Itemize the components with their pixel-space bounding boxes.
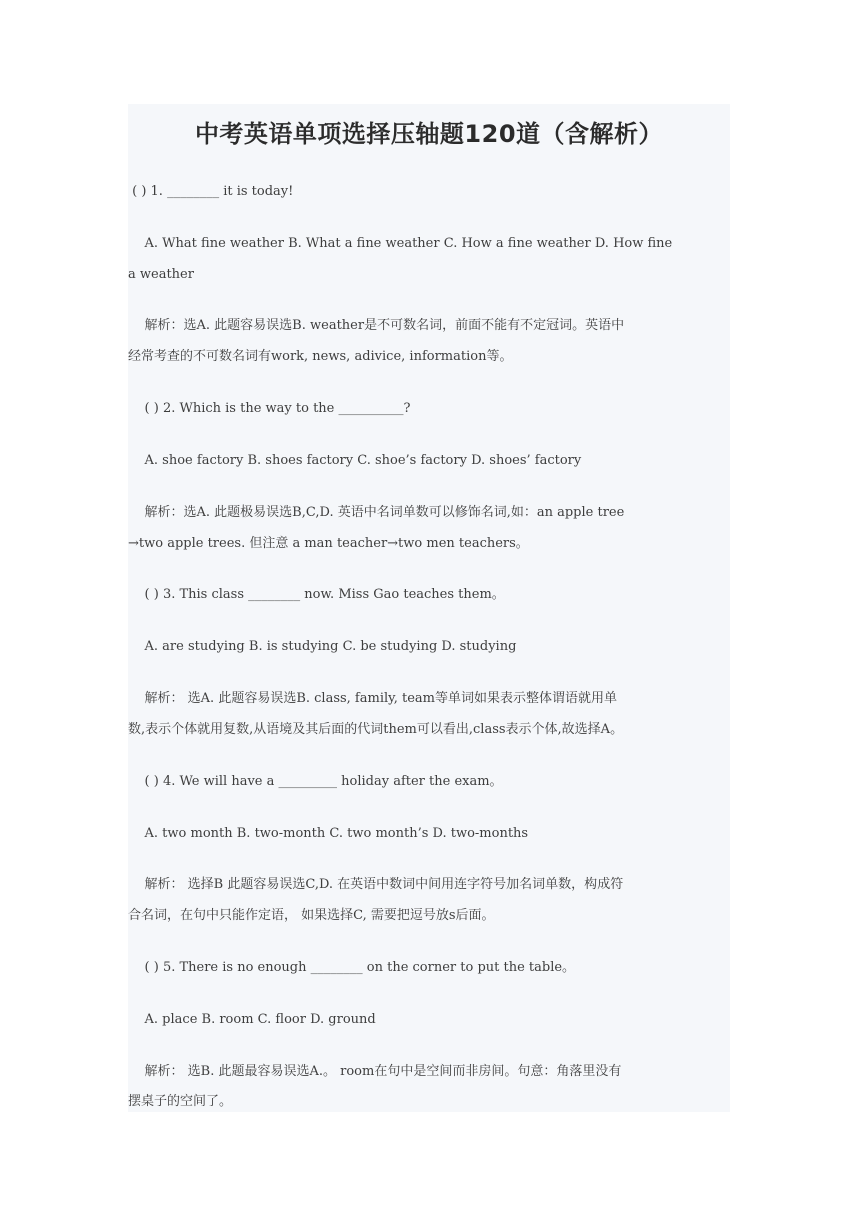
question-3-explanation-cont: 数,表示个体就用复数,从语境及其后面的代词them可以看出,class表示个体,故选择A。	[128, 722, 624, 737]
question-4-explanation-cont: 合名词，在句中只能作定语， 如果选择C, 需要把逗号放s后面。	[128, 908, 495, 923]
question-4-options: A. two month B. two-month C. two month’s D. two-months	[128, 826, 529, 841]
question-2-stem: ( ) 2. Which is the way to the __________?	[128, 401, 411, 416]
question-1-stem: ( ) 1. ________ it is today!	[128, 184, 294, 199]
question-3-explanation: 解析： 选A. 此题容易误选B. class, family, team等单词如果表示整体谓语就用单	[128, 691, 618, 706]
question-1-options-cont: a weather	[128, 267, 194, 282]
question-5-explanation: 解析： 选B. 此题最容易误选A.。 room在句中是空间而非房间。句意：角落里没有	[128, 1064, 622, 1079]
question-4-stem: ( ) 4. We will have a _________ holiday after the exam。	[128, 774, 503, 789]
question-2-explanation: 解析：选A. 此题极易误选B,C,D. 英语中名词单数可以修饰名词,如：an apple tree	[128, 505, 625, 520]
question-3-options: A. are studying B. is studying C. be studying D. studying	[128, 639, 517, 654]
document-page	[128, 104, 730, 1112]
question-2-explanation-cont: →two apple trees. 但注意 a man teacher→two men teachers。	[128, 536, 529, 551]
question-1-explanation-cont: 经常考查的不可数名词有work, news, adivice, information等。	[128, 349, 513, 364]
question-4-explanation: 解析： 选择B 此题容易误选C,D. 在英语中数词中间用连字符号加名词单数，构成符	[128, 877, 624, 892]
question-2-options: A. shoe factory B. shoes factory C. shoe’s factory D. shoes’ factory	[128, 453, 582, 468]
question-5-options: A. place B. room C. floor D. ground	[128, 1012, 376, 1027]
question-1-explanation: 解析：选A. 此题容易误选B. weather是不可数名词，前面不能有不定冠词。英语中	[128, 318, 625, 333]
question-1-options: A. What fine weather B. What a fine weather C. How a fine weather D. How fine	[128, 236, 673, 251]
document-title: 中考英语单项选择压轴题120道（含解析）	[194, 120, 664, 148]
question-5-stem: ( ) 5. There is no enough ________ on the corner to put the table。	[128, 960, 576, 975]
question-3-stem: ( ) 3. This class ________ now. Miss Gao teaches them。	[128, 587, 505, 602]
question-5-explanation-cont: 摆桌子的空间了。	[128, 1094, 233, 1109]
